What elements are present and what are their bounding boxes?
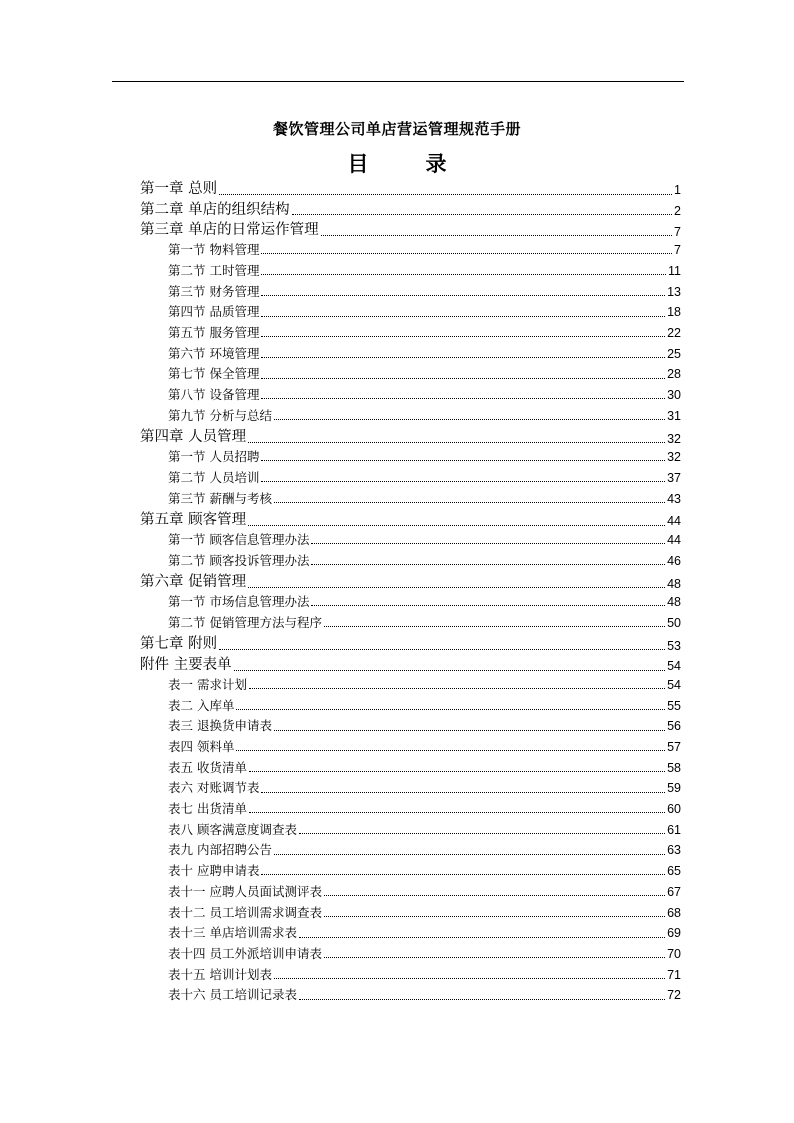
toc-dot-leader xyxy=(274,502,665,503)
toc-chapter-entry[interactable] xyxy=(140,429,681,446)
toc-page-number: 68 xyxy=(667,905,681,920)
toc-section-entry[interactable] xyxy=(168,740,681,754)
toc-dot-leader xyxy=(324,957,665,958)
toc-section-entry[interactable] xyxy=(168,699,681,713)
toc-page-number: 1 xyxy=(674,183,681,198)
toc-page-number: 7 xyxy=(674,243,681,258)
toc-dot-leader xyxy=(321,235,672,236)
toc-entry-label: 第四节 品质管理 xyxy=(168,304,260,320)
toc-dot-leader xyxy=(261,460,665,461)
toc-entry-label: 表八 顾客满意度调查表 xyxy=(168,821,297,837)
toc-dot-leader xyxy=(274,978,665,979)
toc-dot-leader xyxy=(261,792,665,793)
toc-page-number: 54 xyxy=(667,677,681,692)
toc-section-entry[interactable] xyxy=(168,450,681,464)
toc-section-entry[interactable] xyxy=(168,906,681,920)
toc-entry-label: 表三 退换货申请表 xyxy=(168,718,272,734)
toc-page-number: 32 xyxy=(667,431,681,446)
toc-section-entry[interactable] xyxy=(168,264,681,278)
toc-entry-label: 第八节 设备管理 xyxy=(168,387,260,402)
toc-page-number: 13 xyxy=(667,284,681,299)
toc-chapter-entry[interactable] xyxy=(140,181,681,198)
toc-entry-label: 表十三 单店培训需求表 xyxy=(168,925,297,941)
toc-entry-label: 第七章 附则 xyxy=(140,636,218,653)
toc-dot-leader xyxy=(324,916,665,917)
toc-entry-label: 表七 出货清单 xyxy=(168,801,247,816)
toc-dot-leader xyxy=(311,564,665,565)
toc-section-entry[interactable] xyxy=(168,823,681,837)
toc-chapter-entry[interactable] xyxy=(140,512,681,529)
toc-dot-leader xyxy=(234,670,665,671)
toc-dot-leader xyxy=(292,214,672,215)
toc-section-entry[interactable] xyxy=(168,243,681,257)
toc-dot-leader xyxy=(311,543,665,544)
toc-dot-leader xyxy=(236,750,665,751)
toc-page-number: 61 xyxy=(667,822,681,837)
toc-section-entry[interactable] xyxy=(168,781,681,795)
toc-page-number: 71 xyxy=(667,967,681,982)
toc-dot-leader xyxy=(248,442,665,443)
toc-page-number: 60 xyxy=(667,802,681,816)
toc-chapter-entry[interactable] xyxy=(140,636,681,653)
toc-entry-label: 第七节 保全管理 xyxy=(168,366,260,382)
toc-dot-leader xyxy=(274,419,665,420)
document-title: 餐饮管理公司单店营运管理规范手册 xyxy=(272,120,521,138)
toc-section-entry[interactable] xyxy=(168,926,681,940)
toc-dot-leader xyxy=(249,812,665,813)
toc-dot-leader xyxy=(261,274,666,275)
toc-entry-label: 第六章 促销管理 xyxy=(140,574,247,591)
toc-chapter-entry[interactable] xyxy=(140,202,681,219)
toc-section-entry[interactable] xyxy=(168,533,681,547)
toc-page-number: 70 xyxy=(667,946,681,961)
toc-entry-label: 第一节 物料管理 xyxy=(168,242,260,258)
toc-entry-label: 第五章 顾客管理 xyxy=(140,512,247,529)
toc-section-entry[interactable] xyxy=(168,947,681,961)
toc-page-number: 25 xyxy=(667,346,681,361)
toc-entry-label: 表十二 员工培训需求调查表 xyxy=(168,904,322,920)
toc-entry-label: 第一节 顾客信息管理办法 xyxy=(168,531,310,547)
toc-dot-leader xyxy=(236,709,665,710)
toc-section-entry[interactable] xyxy=(168,471,681,485)
toc-page-number: 65 xyxy=(667,864,681,879)
toc-dot-leader xyxy=(261,481,665,482)
toc-page-number: 37 xyxy=(667,470,681,485)
toc-page-number: 57 xyxy=(667,739,681,754)
header-rule xyxy=(112,81,684,82)
toc-section-entry[interactable] xyxy=(168,678,681,692)
toc-page-number: 55 xyxy=(667,698,681,713)
toc-page-number: 48 xyxy=(667,576,681,591)
toc-page-number: 46 xyxy=(667,553,681,568)
toc-dot-leader xyxy=(311,605,665,606)
toc-page-number: 11 xyxy=(668,263,681,278)
toc-page-number: 67 xyxy=(667,884,681,899)
toc-section-entry[interactable] xyxy=(168,367,681,381)
toc-page-number: 22 xyxy=(667,325,681,340)
toc-entry-label: 表十四 员工外派培训申请表 xyxy=(168,945,322,961)
toc-dot-leader xyxy=(274,854,665,855)
toc-chapter-entry[interactable] xyxy=(140,222,681,239)
toc-entry-label: 表四 领料单 xyxy=(168,738,235,754)
toc-section-entry[interactable] xyxy=(168,554,681,568)
toc-entry-label: 表二 入库单 xyxy=(168,697,235,713)
toc-section-entry[interactable] xyxy=(168,719,681,733)
toc-page-number: 28 xyxy=(667,367,681,382)
toc-entry-label: 第一节 市场信息管理办法 xyxy=(168,594,310,609)
toc-page-number: 53 xyxy=(667,638,681,653)
toc-page-number: 18 xyxy=(667,305,681,320)
toc-entry-label: 表九 内部招聘公告 xyxy=(168,842,272,858)
toc-entry-label: 第五节 服务管理 xyxy=(168,324,260,340)
toc-dot-leader xyxy=(261,398,665,399)
toc-entry-label: 第一章 总则 xyxy=(140,181,218,197)
toc-dot-leader xyxy=(249,771,665,772)
toc-page-number: 58 xyxy=(667,760,681,775)
toc-section-entry[interactable] xyxy=(168,988,681,1002)
toc-section-entry[interactable] xyxy=(168,388,681,402)
toc-entry-label: 第六节 环境管理 xyxy=(168,345,260,361)
toc-page-number: 56 xyxy=(667,719,681,734)
toc-entry-label: 第二章 单店的组织结构 xyxy=(140,201,290,218)
toc-dot-leader xyxy=(261,295,665,296)
toc-entry-label: 第二节 顾客投诉管理办法 xyxy=(168,552,310,568)
toc-page-number: 50 xyxy=(667,615,681,630)
toc-page-number: 7 xyxy=(674,224,681,239)
toc-page-number: 2 xyxy=(674,203,681,218)
toc-section-entry[interactable] xyxy=(168,595,681,609)
toc-entry-label: 第四章 人员管理 xyxy=(140,429,247,446)
toc-entry-label: 表十一 应聘人员面试测评表 xyxy=(168,883,322,899)
toc-heading: 目 录 xyxy=(347,152,465,176)
toc-page-number: 54 xyxy=(667,659,681,674)
toc-page-number: 31 xyxy=(667,408,681,423)
toc-dot-leader xyxy=(299,999,665,1000)
toc-entry-label: 第三章 单店的日常运作管理 xyxy=(140,222,319,239)
toc-dot-leader xyxy=(219,649,665,650)
toc-entry-label: 第二节 人员培训 xyxy=(168,469,260,485)
toc-entry-label: 表一 需求计划 xyxy=(168,676,247,692)
toc-entry-label: 表六 对账调节表 xyxy=(168,780,260,796)
toc-dot-leader xyxy=(274,730,665,731)
toc-page-number: 32 xyxy=(667,450,681,465)
toc-entry-label: 第九节 分析与总结 xyxy=(168,407,272,423)
toc-dot-leader xyxy=(261,336,665,337)
toc-dot-leader xyxy=(261,378,665,379)
toc-page-number: 44 xyxy=(667,532,681,547)
toc-entry-label: 第一节 人员招聘 xyxy=(168,449,260,465)
toc-page-number: 30 xyxy=(667,388,681,402)
toc-dot-leader xyxy=(248,525,665,526)
toc-section-entry[interactable] xyxy=(168,968,681,982)
toc-chapter-entry[interactable] xyxy=(140,574,681,591)
toc-section-entry[interactable] xyxy=(168,616,681,630)
toc-chapter-entry[interactable] xyxy=(140,657,681,674)
toc-entry-label: 第三节 财务管理 xyxy=(168,283,260,299)
toc-section-entry[interactable] xyxy=(168,326,681,340)
toc-dot-leader xyxy=(219,194,672,195)
toc-section-entry[interactable] xyxy=(168,802,681,816)
toc-entry-label: 第二节 促销管理方法与程序 xyxy=(168,614,322,630)
toc-dot-leader xyxy=(299,833,665,834)
toc-dot-leader xyxy=(261,874,665,875)
toc-dot-leader xyxy=(261,316,665,317)
toc-dot-leader xyxy=(261,357,665,358)
toc-page-number: 63 xyxy=(667,843,681,858)
toc-section-entry[interactable] xyxy=(168,885,681,899)
toc-section-entry[interactable] xyxy=(168,864,681,878)
toc-entry-label: 表十 应聘申请表 xyxy=(168,863,260,879)
toc-page-number: 44 xyxy=(667,514,681,529)
toc-entry-label: 表五 收货清单 xyxy=(168,759,247,775)
toc-entry-label: 表十六 员工培训记录表 xyxy=(168,987,297,1003)
toc-page-number: 48 xyxy=(667,595,681,609)
toc-page-number: 69 xyxy=(667,926,681,941)
toc-section-entry[interactable] xyxy=(168,761,681,775)
toc-section-entry[interactable] xyxy=(168,409,681,423)
toc-dot-leader xyxy=(261,253,672,254)
toc-page-number: 59 xyxy=(667,781,681,796)
toc-section-entry[interactable] xyxy=(168,305,681,319)
toc-entry-label: 第三节 薪酬与考核 xyxy=(168,490,272,506)
toc-dot-leader xyxy=(248,587,665,588)
toc-section-entry[interactable] xyxy=(168,843,681,857)
toc-page-number: 72 xyxy=(667,988,681,1003)
toc-dot-leader xyxy=(324,895,665,896)
toc-dot-leader xyxy=(324,626,665,627)
toc-dot-leader xyxy=(249,688,665,689)
toc-section-entry[interactable] xyxy=(168,347,681,361)
toc-section-entry[interactable] xyxy=(168,492,681,506)
toc-entry-label: 表十五 培训计划表 xyxy=(168,966,272,982)
toc-entry-label: 附件 主要表单 xyxy=(140,657,232,674)
toc-entry-label: 第二节 工时管理 xyxy=(168,262,260,278)
toc-section-entry[interactable] xyxy=(168,285,681,299)
toc-page-number: 43 xyxy=(667,491,681,506)
toc-dot-leader xyxy=(299,937,665,938)
